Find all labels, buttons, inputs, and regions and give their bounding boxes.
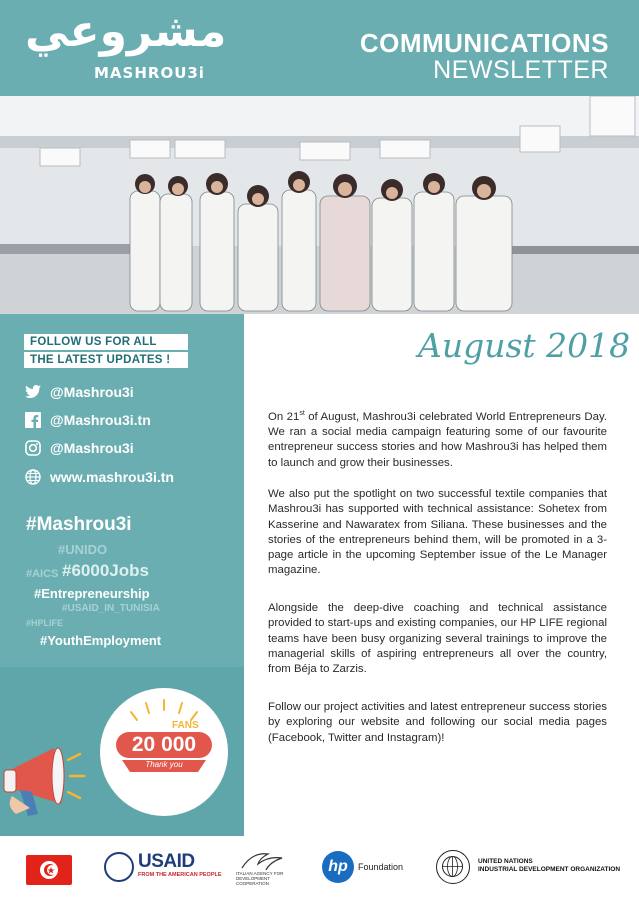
social-facebook[interactable] [24,411,151,429]
group-photo-illustration [0,96,639,314]
paragraph-2: We also put the spotlight on two successful textile companies that Mashrou3i has supported with technical assistance: Sohetex from Kasserine and Nawaratex from Siliana. These businesses and the stories of the entrepreneurs behind them, will be promoted in a 3-page article in the upcoming September issue of the Le Manager magazine. [268,488,607,577]
facebook-handle: @Mashrou3i.tn [50,412,151,428]
social-twitter[interactable] [24,383,134,401]
logo-latin-main: MASHROU [94,64,188,82]
paragraph-1-rest: of August, Mashrou3i celebrated World Entrepreneurs Day. We ran a social media campaign featuring some of our favourite entrepreneur success stories and how Mashrou3i has helped them to launch and grow their businesses. [268,410,608,469]
follow-us-line-2: THE LATEST UPDATES ! [24,352,188,368]
social-website[interactable] [24,468,174,486]
fans-label: FANS [172,720,199,731]
website-link: www.mashrou3i.tn [50,469,174,485]
paragraph-1 [268,406,607,471]
newsletter-header [0,0,639,96]
hashtag-hplife: #HPLIFE [26,618,64,628]
unido-line-2: INDUSTRIAL DEVELOPMENT ORGANIZATION [478,866,621,873]
hp-logo-icon: hp [322,851,354,883]
paragraph-3: Alongside the deep-dive coaching and technical assistance provided to start-ups and existing companies, our HP LIFE regional teams have been busy organizing several trainings to improve the managerial skills of aspiring entrepreneurs all over the country, from Béja to Zarzis. [268,602,607,676]
italian-agency-text: ITALIAN AGENCY FOR DEVELOPMENT COOPERATION [236,871,284,886]
fans-badge [100,688,228,816]
usaid-seal-icon [104,852,134,882]
instagram-icon [24,439,42,457]
follow-us-line-1: FOLLOW US FOR ALL [24,334,188,350]
logo-latin [94,64,205,82]
hp-foundation-text: Foundation [358,862,404,872]
hashtag-youthemployment: #YouthEmployment [40,633,162,648]
usaid-tagline: FROM THE AMERICAN PEOPLE [138,872,222,878]
logo-arabic: مشروعي [25,6,227,57]
unido-text [478,858,620,874]
hashtag-unido: #UNIDO [58,542,108,557]
title-newsletter: NEWSLETTER [433,56,609,84]
un-emblem-icon [436,850,470,884]
facebook-icon [24,411,42,429]
group-photo [0,96,639,314]
fans-thanks: Thank you [145,760,183,769]
paragraph-1-start: On 21 [268,410,300,423]
unido-line-1: UNITED NATIONS [478,858,533,865]
hashtag-usaid: #USAID_IN_TUNISIA [62,603,160,614]
hashtag-mashrou3i: #Mashrou3i [26,514,132,535]
usaid-logo-text: USAID [138,851,195,872]
hashtag-entrepreneurship: #Entrepreneurship [34,586,150,601]
fans-count: 20 000 [131,733,197,756]
paragraph-4: Follow our project activities and latest entrepreneur success stories by exploring our website and following our social media pages (Facebook, Twitter and Instagram)! [268,701,607,744]
social-instagram[interactable] [24,439,134,457]
tunisia-flag-icon [26,855,72,885]
paragraph-1-sup: st [299,410,305,417]
instagram-handle: @Mashrou3i [50,440,134,456]
megaphone-icon [2,742,88,822]
title-communications: COMMUNICATIONS [359,28,609,58]
issue-month: August 2018 [418,326,631,365]
hashtag-aics: #AICS [26,568,59,580]
globe-icon [24,468,42,486]
twitter-icon [24,383,42,401]
twitter-handle: @Mashrou3i [50,384,134,400]
hashtag-6000jobs: #6000Jobs [62,561,149,580]
logo-latin-suffix: 3i [187,64,205,82]
